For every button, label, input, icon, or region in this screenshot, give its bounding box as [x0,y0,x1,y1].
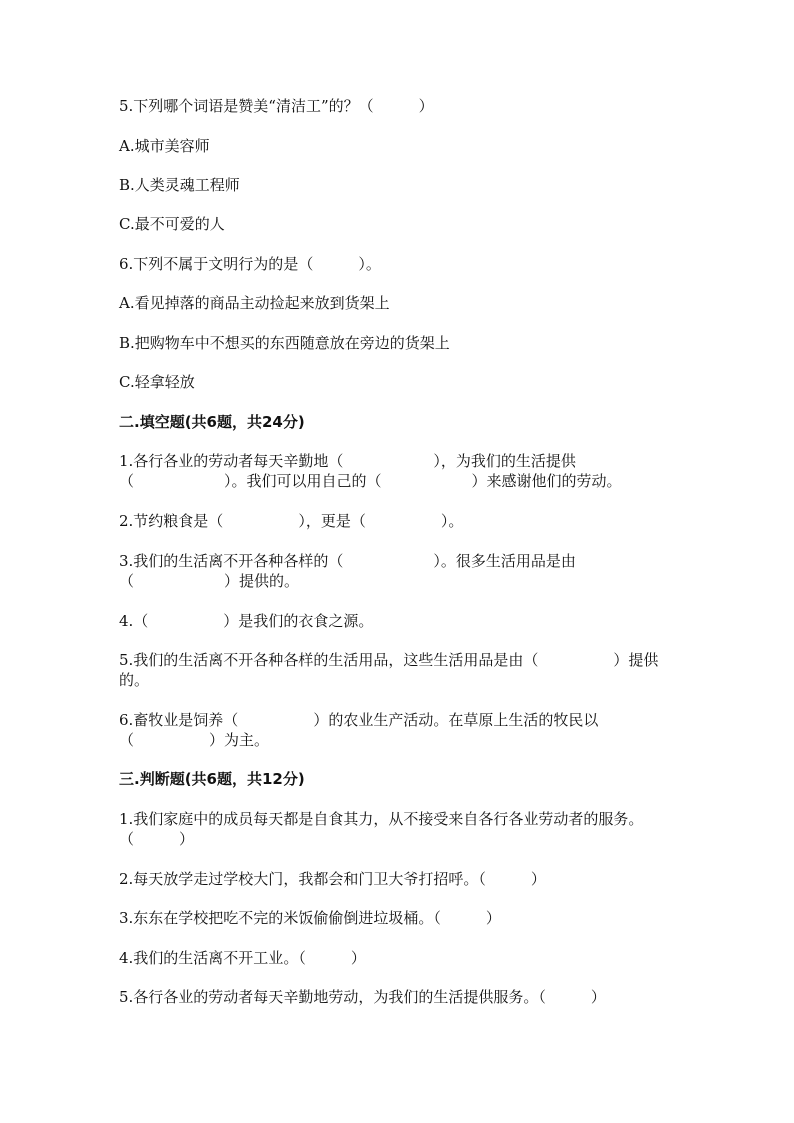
judge-item: 1.我们家庭中的成员每天都是自食其力，从不接受来自各行各业劳动者的服务。（ ） [119,810,644,848]
fill-item: 5.我们的生活离不开各种各样的生活用品，这些生活用品是由（ ）提供的。 [119,651,659,689]
fill-item: 3.我们的生活离不开各种各样的（ ）。很多生活用品是由（ ）提供的。 [119,552,576,590]
option-b: B.把购物车中不想买的东西随意放在旁边的货架上 [119,334,450,352]
fill-item: 1.各行各业的劳动者每天辛勤地（ ），为我们的生活提供（ ）。我们可以用自己的（ ）来感谢他们的劳动。 [119,452,622,490]
option-c: C.最不可爱的人 [119,215,225,233]
option-a: A.城市美容师 [119,137,210,155]
fill-item: 6.畜牧业是饲养（ ）的农业生产活动。在草原上生活的牧民以（ ）为主。 [119,711,599,749]
judge-item: 4.我们的生活离不开工业。（ ） [119,949,366,967]
section-heading-fill: 二.填空题(共6题，共24分) [119,413,305,431]
section-heading-judge: 三.判断题(共6题，共12分) [119,770,305,788]
option-c: C.轻拿轻放 [119,373,195,391]
option-a: A.看见掉落的商品主动捡起来放到货架上 [119,294,390,312]
question-6: 6.下列不属于文明行为的是（ ）。 [119,255,381,273]
fill-item: 4.（ ）是我们的衣食之源。 [119,612,374,630]
question-5: 5.下列哪个词语是赞美“清洁工”的？（ ） [119,97,434,115]
judge-item: 3.东东在学校把吃不完的米饭偷偷倒进垃圾桶。（ ） [119,909,501,927]
option-b: B.人类灵魂工程师 [119,176,240,194]
judge-item: 2.每天放学走过学校大门，我都会和门卫大爷打招呼。（ ） [119,870,546,888]
fill-item: 2.节约粮食是（ ），更是（ ）。 [119,512,464,530]
judge-item: 5.各行各业的劳动者每天辛勤地劳动，为我们的生活提供服务。（ ） [119,988,606,1006]
